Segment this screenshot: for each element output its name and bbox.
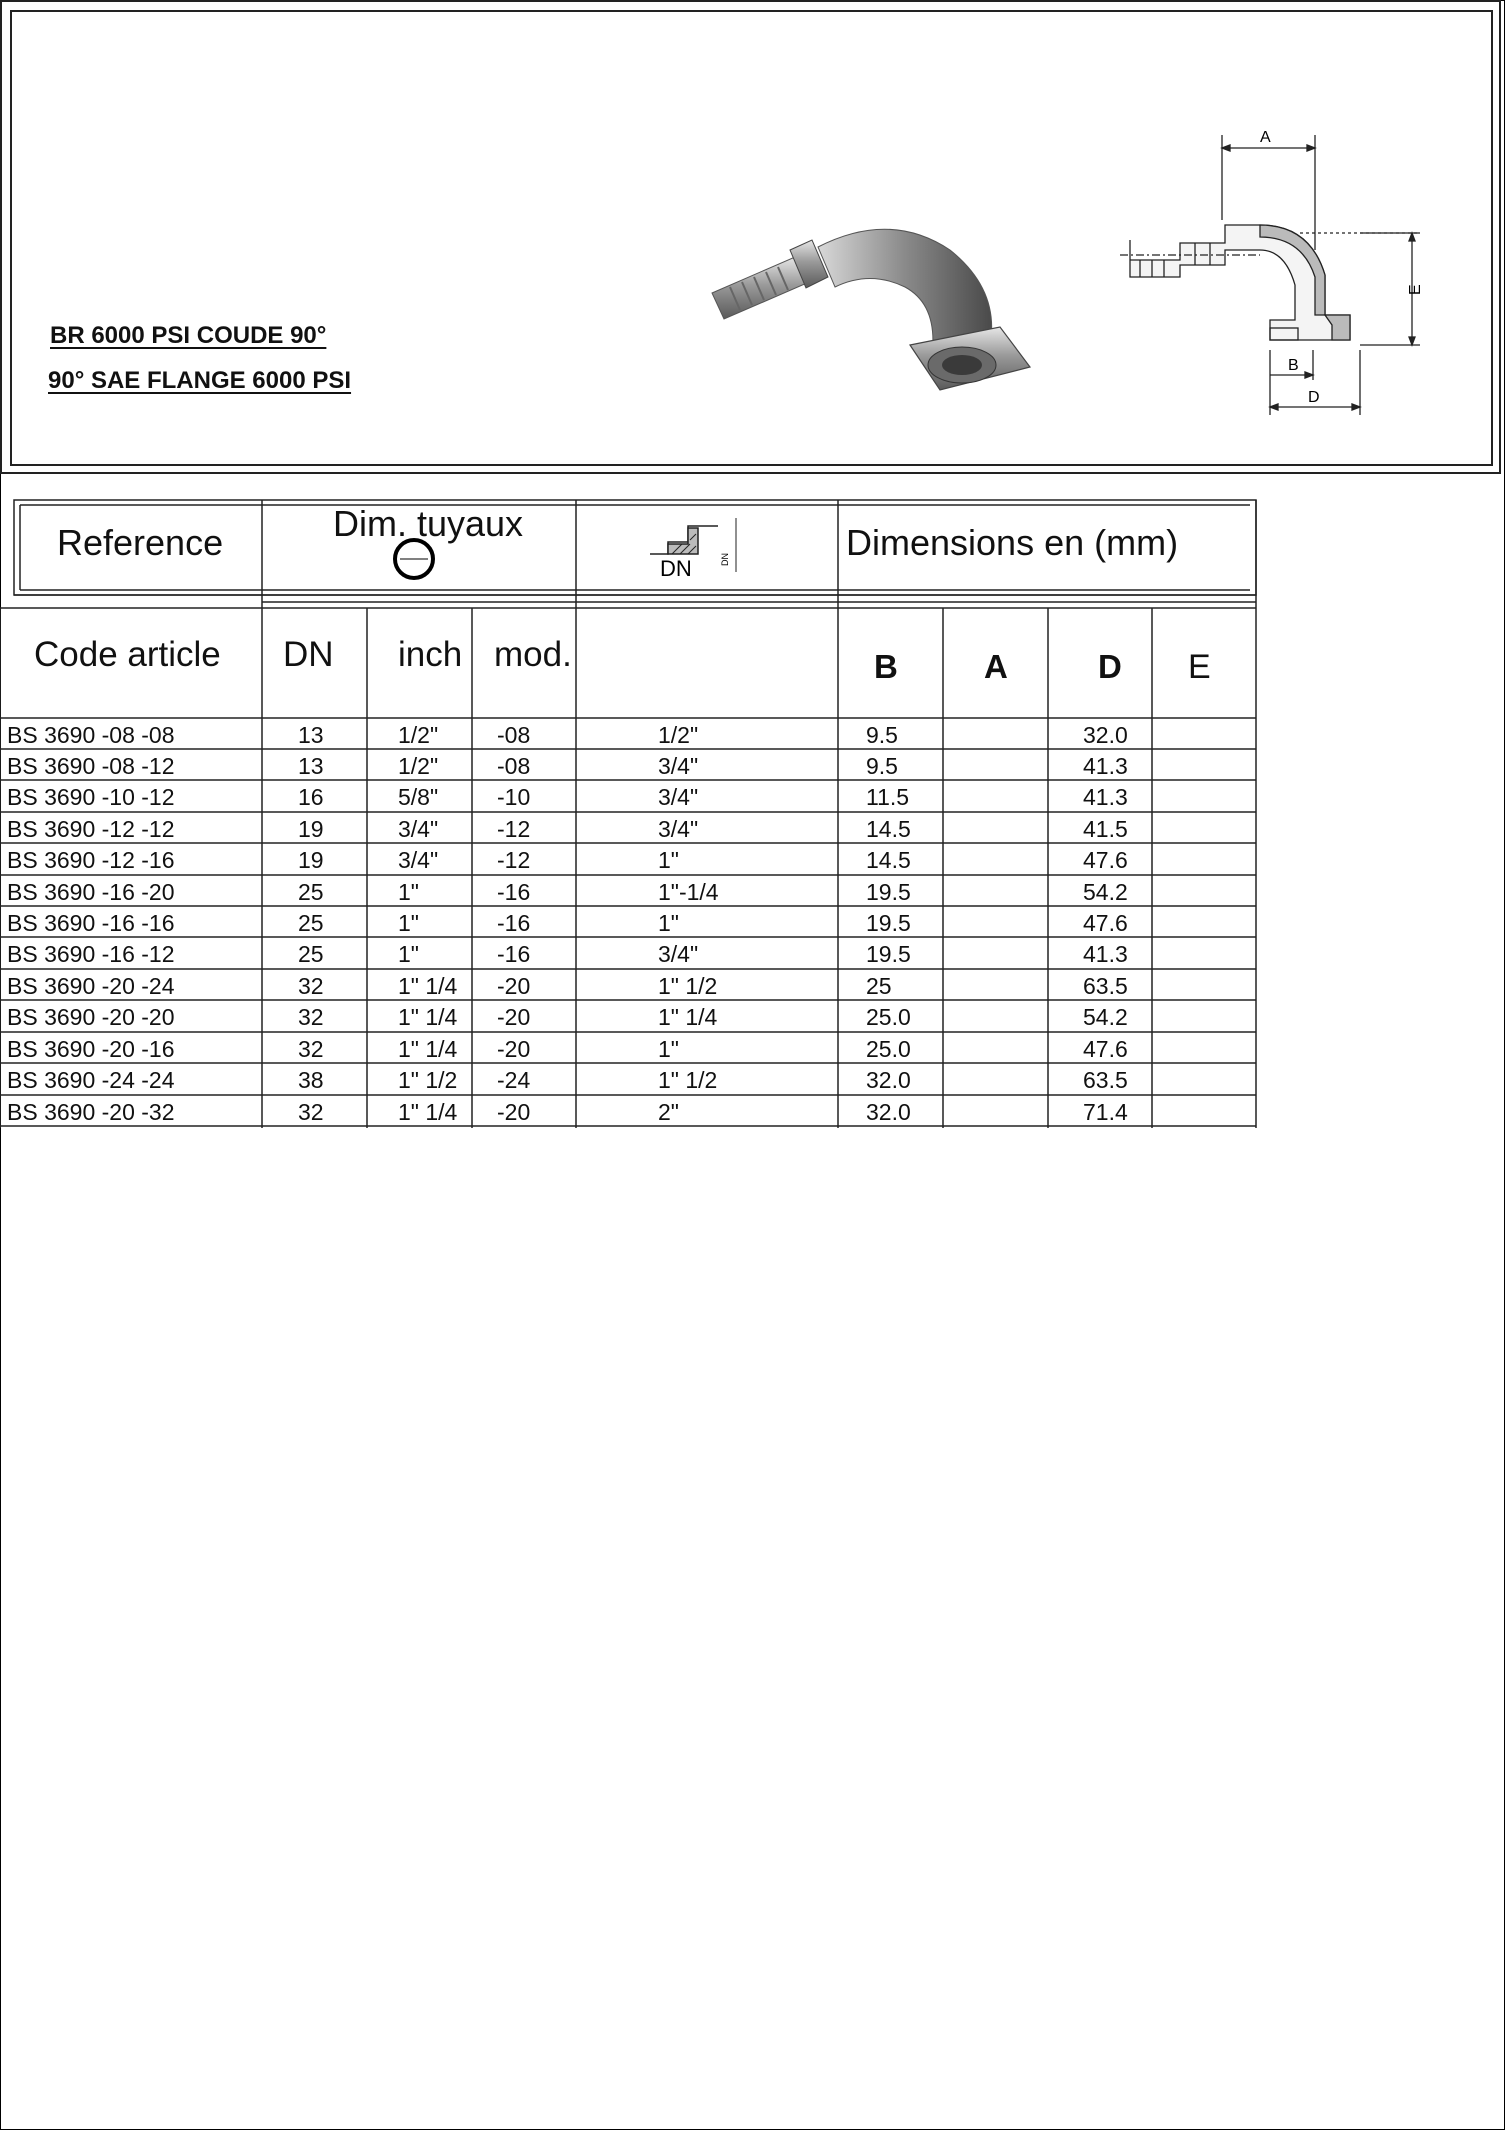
cell-mod: -20 <box>497 1004 531 1030</box>
cell-dn: 19 <box>298 847 324 873</box>
cell-d: 41.3 <box>1083 941 1128 967</box>
header-dimensions: Dimensions en (mm) <box>846 522 1179 563</box>
cell-dn: 25 <box>298 941 324 967</box>
product-title-en: 90° SAE FLANGE 6000 PSI <box>48 367 352 394</box>
cell-code: BS 3690 -12 -16 <box>7 847 175 873</box>
cell-inch: 1" <box>398 910 419 936</box>
cell-inch: 1" 1/4 <box>398 1004 458 1030</box>
cell-code: BS 3690 -20 -16 <box>7 1036 175 1062</box>
dn-symbol-label: DN <box>660 556 692 581</box>
cell-b: 19.5 <box>866 941 911 967</box>
cell-code: BS 3690 -08 -08 <box>7 722 175 748</box>
cell-d: 47.6 <box>1083 1036 1128 1062</box>
cell-d: 54.2 <box>1083 879 1128 905</box>
dimension-table <box>0 500 1260 1130</box>
cell-inch: 1" 1/2 <box>398 1067 458 1093</box>
dim-a-label: A <box>1260 129 1271 146</box>
cell-b: 14.5 <box>866 847 911 873</box>
cell-dn: 13 <box>298 753 324 779</box>
col-mod: mod. <box>494 635 572 674</box>
cell-b: 25 <box>866 973 892 999</box>
cell-dn: 32 <box>298 1036 324 1062</box>
col-d: D <box>1098 648 1122 685</box>
cell-mod: -20 <box>497 1099 531 1125</box>
cell-b: 11.5 <box>866 784 910 810</box>
cell-b: 19.5 <box>866 910 911 936</box>
cell-d: 47.6 <box>1083 847 1128 873</box>
cell-d: 41.3 <box>1083 784 1128 810</box>
cell-inch: 3/4" <box>398 816 439 842</box>
cell-code: BS 3690 -12 -12 <box>7 816 175 842</box>
cell-flange: 3/4" <box>658 784 699 810</box>
cell-inch: 1/2" <box>398 722 439 748</box>
cell-code: BS 3690 -24 -24 <box>7 1067 175 1093</box>
cell-inch: 1" <box>398 879 419 905</box>
table-grid <box>0 500 1260 1130</box>
cell-mod: -08 <box>497 753 531 779</box>
cell-flange: 2" <box>658 1099 679 1125</box>
dn-symbol-side-label: DN <box>720 553 730 566</box>
cell-inch: 3/4" <box>398 847 439 873</box>
cell-dn: 25 <box>298 910 324 936</box>
cell-code: BS 3690 -08 -12 <box>7 753 175 779</box>
cell-mod: -10 <box>497 784 531 810</box>
cell-code: BS 3690 -20 -24 <box>7 973 175 999</box>
cell-flange: 1/2" <box>658 722 699 748</box>
cell-inch: 1" <box>398 941 419 967</box>
cell-flange: 1" <box>658 847 679 873</box>
cell-code: BS 3690 -16 -12 <box>7 941 175 967</box>
cell-flange: 1" 1/2 <box>658 973 718 999</box>
cell-mod: -24 <box>497 1067 531 1093</box>
cell-code: BS 3690 -10 -12 <box>7 784 175 810</box>
dim-b-label: B <box>1288 357 1299 374</box>
cell-d: 71.4 <box>1083 1099 1128 1125</box>
dn-section-icon <box>648 514 748 584</box>
col-inch: inch <box>398 635 463 674</box>
cell-b: 32.0 <box>866 1099 911 1125</box>
cell-b: 19.5 <box>866 879 911 905</box>
cell-flange: 3/4" <box>658 753 699 779</box>
cell-flange: 1"-1/4 <box>658 879 719 905</box>
cell-d: 41.3 <box>1083 753 1128 779</box>
cell-d: 41.5 <box>1083 816 1128 842</box>
cell-b: 9.5 <box>866 722 898 748</box>
cell-dn: 32 <box>298 1099 324 1125</box>
col-a: A <box>984 648 1008 685</box>
product-title-fr: BR 6000 PSI COUDE 90° <box>50 322 327 349</box>
cell-inch: 1" 1/4 <box>398 973 458 999</box>
diameter-icon <box>390 535 438 583</box>
dim-d-label: D <box>1308 389 1320 406</box>
cell-dn: 25 <box>298 879 324 905</box>
cell-d: 54.2 <box>1083 1004 1128 1030</box>
header-reference: Reference <box>57 522 224 563</box>
cell-b: 32.0 <box>866 1067 911 1093</box>
cell-mod: -16 <box>497 879 531 905</box>
header-dim-tuyaux: Dim. tuyaux <box>333 503 524 544</box>
cell-d: 63.5 <box>1083 1067 1128 1093</box>
cell-mod: -16 <box>497 941 531 967</box>
cell-flange: 1" 1/4 <box>658 1004 718 1030</box>
cell-flange: 1" 1/2 <box>658 1067 718 1093</box>
col-dn: DN <box>283 635 334 674</box>
cell-mod: -12 <box>497 816 531 842</box>
cell-inch: 5/8" <box>398 784 439 810</box>
cell-flange: 3/4" <box>658 816 699 842</box>
col-e: E <box>1188 648 1211 686</box>
cell-mod: -20 <box>497 1036 531 1062</box>
cell-mod: -16 <box>497 910 531 936</box>
cell-mod: -20 <box>497 973 531 999</box>
fitting-photo <box>700 195 1040 395</box>
cell-inch: 1" 1/4 <box>398 1036 458 1062</box>
col-b: B <box>874 648 898 685</box>
cell-b: 14.5 <box>866 816 911 842</box>
cell-flange: 3/4" <box>658 941 699 967</box>
cell-inch: 1/2" <box>398 753 439 779</box>
dim-e-label: E <box>1407 284 1424 295</box>
cell-dn: 32 <box>298 973 324 999</box>
cell-dn: 13 <box>298 722 324 748</box>
cell-flange: 1" <box>658 910 679 936</box>
cell-dn: 16 <box>298 784 324 810</box>
cell-mod: -08 <box>497 722 531 748</box>
cell-b: 9.5 <box>866 753 898 779</box>
cell-code: BS 3690 -16 -20 <box>7 879 175 905</box>
cell-mod: -12 <box>497 847 531 873</box>
cell-b: 25.0 <box>866 1036 911 1062</box>
cell-b: 25.0 <box>866 1004 911 1030</box>
cell-dn: 19 <box>298 816 324 842</box>
cell-code: BS 3690 -20 -20 <box>7 1004 175 1030</box>
cell-d: 63.5 <box>1083 973 1128 999</box>
cell-code: BS 3690 -16 -16 <box>7 910 175 936</box>
technical-drawing <box>1110 125 1424 425</box>
cell-d: 32.0 <box>1083 722 1128 748</box>
cell-inch: 1" 1/4 <box>398 1099 458 1125</box>
cell-code: BS 3690 -20 -32 <box>7 1099 175 1125</box>
cell-d: 47.6 <box>1083 910 1128 936</box>
cell-flange: 1" <box>658 1036 679 1062</box>
col-code-article: Code article <box>34 635 221 674</box>
cell-dn: 32 <box>298 1004 324 1030</box>
cell-dn: 38 <box>298 1067 324 1093</box>
